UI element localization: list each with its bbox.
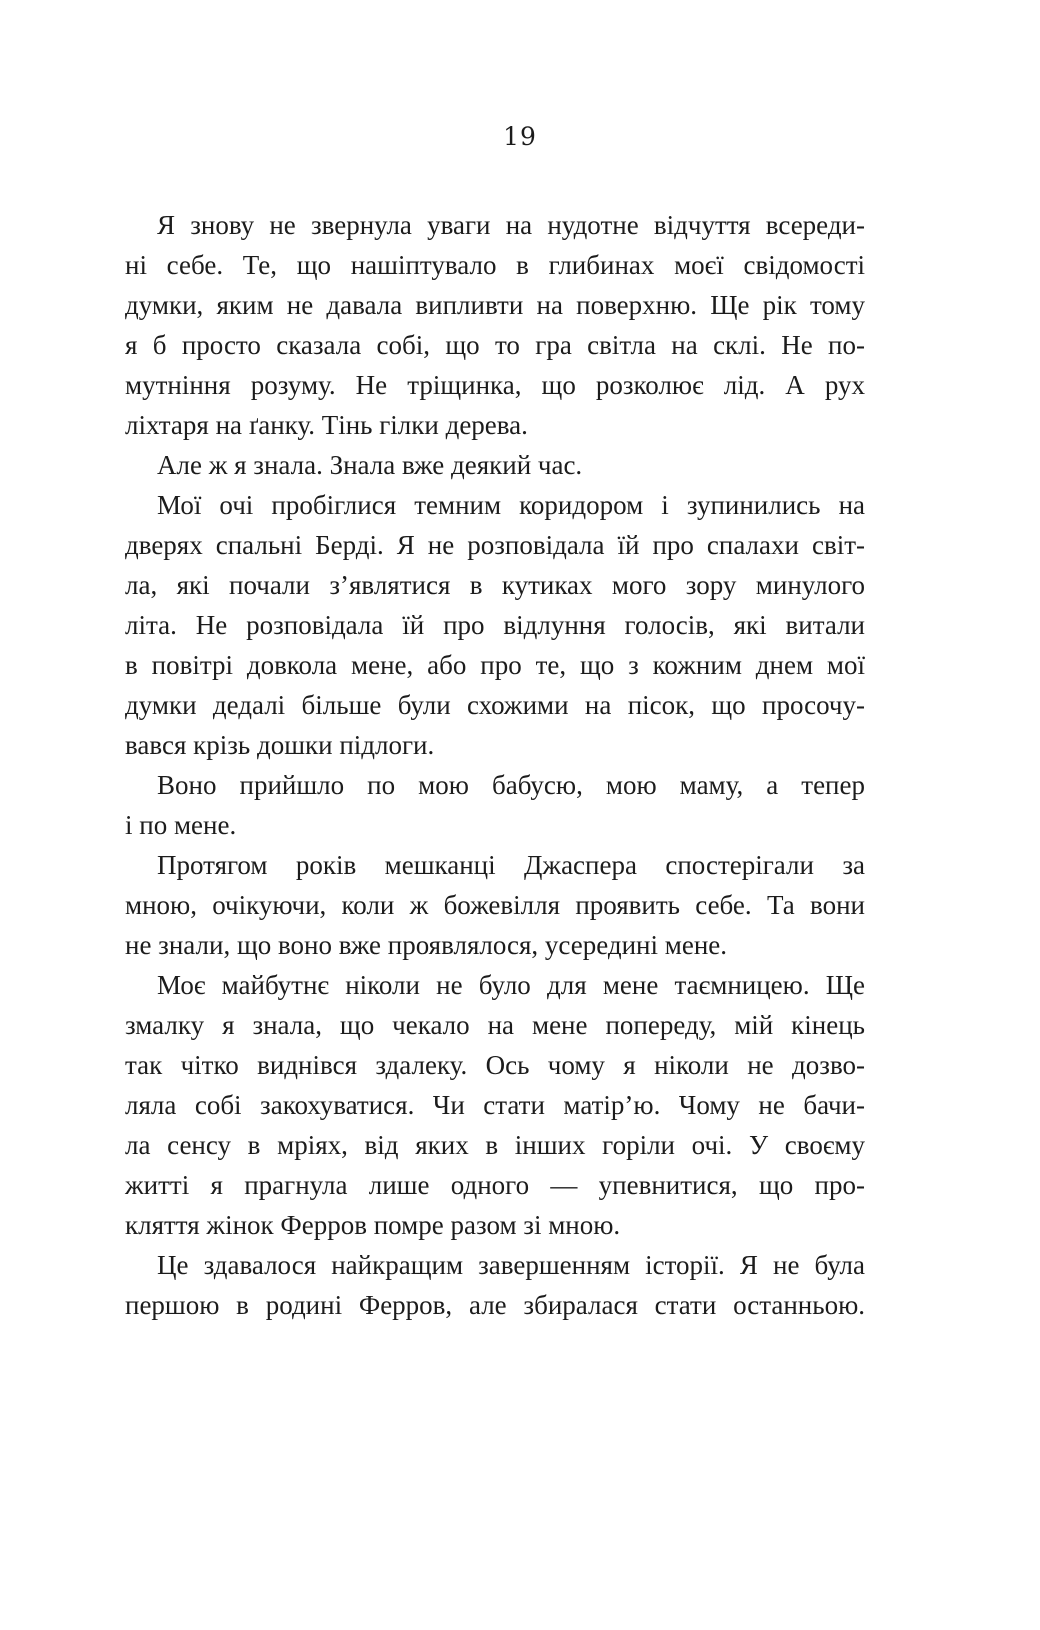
text-line: Я знову не звернула уваги на нудотне відчуття всереди-: [157, 210, 865, 240]
text-line: ла сенсу в мріях, від яких в інших горіли очі. У своєму: [125, 1130, 865, 1160]
text-line: дверях спальні Берді. Я не розповідала їй про спалахи світ-: [125, 530, 865, 560]
text-line: так чітко виднівся здалеку. Ось чому я ніколи не дозво-: [125, 1050, 865, 1080]
text-line: думки, яким не давала випливти на поверхню. Ще рік тому: [125, 290, 865, 320]
page-number: 19: [503, 122, 537, 151]
text-line: мною, очікуючи, коли ж божевілля проявить себе. Та вони: [125, 890, 865, 920]
text-line: Але ж я знала. Знала вже деякий час.: [157, 450, 583, 480]
text-line: ла, які почали з’являтися в кутиках мого зору минулого: [125, 570, 865, 600]
text-line: в повітрі довкола мене, або про те, що з кожним днем мої: [125, 650, 865, 680]
text-line: змалку я знала, що чекало на мене попереду, мій кінець: [125, 1010, 865, 1040]
text-line: ні себе. Те, що нашіптувало в глибинах моєї свідомості: [125, 250, 865, 280]
text-line: і по мене.: [125, 810, 237, 840]
text-line: вався крізь дошки підлоги.: [125, 730, 435, 760]
text-line: Мої очі пробіглися темним коридором і зупинились на: [157, 490, 865, 520]
body-text: [125, 205, 865, 1325]
text-line: житті я прагнула лише одного — упевнитися, що про-: [125, 1170, 865, 1200]
text-line: літа. Не розповідала їй про відлуння голосів, які витали: [125, 610, 865, 640]
text-line: Протягом років мешканці Джаспера спостерігали за: [157, 850, 865, 880]
text-line: ляла собі закохуватися. Чи стати матір’ю. Чому не бачи-: [125, 1090, 865, 1120]
text-line: мутніння розуму. Не тріщинка, що розколює лід. А рух: [125, 370, 865, 400]
text-line: Це здавалося найкращим завершенням історії. Я не була: [157, 1250, 865, 1280]
text-line: Воно прийшло по мою бабусю, мою маму, а тепер: [157, 770, 865, 800]
text-line: я б просто сказала собі, що то гра світла на склі. Не по-: [125, 330, 865, 360]
text-line: першою в родині Ферров, але збиралася стати останньою.: [125, 1290, 865, 1320]
text-line: не знали, що воно вже проявлялося, усередині мене.: [125, 930, 728, 960]
text-line: ліхтаря на ґанку. Тінь гілки дерева.: [125, 410, 528, 440]
text-line: думки дедалі більше були схожими на пісок, що просочу-: [125, 690, 865, 720]
text-line: кляття жінок Ферров помре разом зі мною.: [125, 1210, 621, 1240]
text-line: Моє майбутнє ніколи не було для мене таємницею. Ще: [157, 970, 865, 1000]
